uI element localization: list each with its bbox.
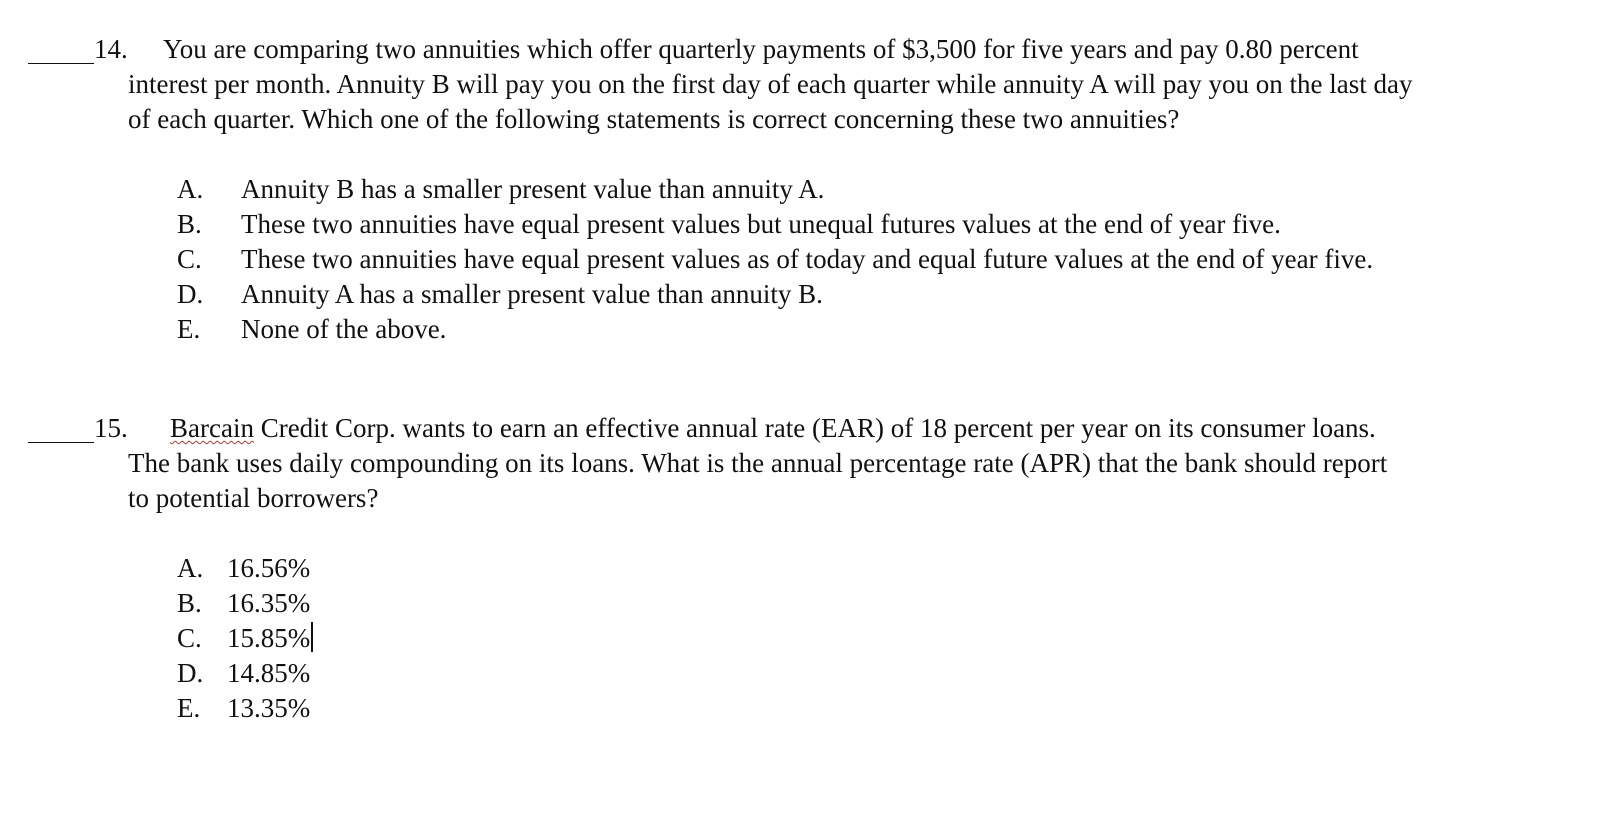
question-text-cont xyxy=(128,446,1598,516)
option-text: 16.35% xyxy=(227,588,311,618)
answer-blank-15[interactable] xyxy=(28,408,94,443)
question-line: interest per month. Annuity B will pay you on the first day of each quarter while annuity A will pay you on the last day xyxy=(128,69,1413,99)
option-text: None of the above. xyxy=(241,314,447,344)
question-text xyxy=(170,411,1598,446)
option-letter: C. xyxy=(177,244,202,274)
option-text: Annuity A has a smaller present value than annuity B. xyxy=(241,279,823,309)
option-letter: A. xyxy=(177,553,204,583)
question-line: You are comparing two annuities which offer quarterly payments of $3,500 for five years and pay 0.80 percent xyxy=(163,34,1359,64)
spellcheck-word[interactable]: Barcain xyxy=(170,413,254,443)
option-letter: B. xyxy=(177,588,202,618)
option-text-with-caret xyxy=(227,621,313,656)
question-line: The bank uses daily compounding on its loans. What is the annual percentage rate (APR) that the bank should report xyxy=(128,448,1388,478)
question-line: to potential borrowers? xyxy=(128,483,379,513)
option-text: Annuity B has a smaller present value than annuity A. xyxy=(241,174,825,204)
option-letter: E. xyxy=(177,314,201,344)
option-letter: D. xyxy=(177,279,204,309)
question-line xyxy=(170,411,1598,446)
option-text: 13.35% xyxy=(227,693,311,723)
option-letter: B. xyxy=(177,209,202,239)
option-text: 15.85% xyxy=(227,623,311,653)
option-text: 16.56% xyxy=(227,553,311,583)
option-text: These two annuities have equal present values but unequal futures values at the end of year five. xyxy=(241,209,1281,239)
question-line: of each quarter. Which one of the following statements is correct concerning these two annuities? xyxy=(128,104,1180,134)
option-text: 14.85% xyxy=(227,658,311,688)
question-line-rest: Credit Corp. wants to earn an effective annual rate (EAR) of 18 percent per year on its consumer loans. xyxy=(253,413,1376,443)
text-cursor xyxy=(311,622,313,652)
question-text-cont xyxy=(128,67,1598,137)
question-number: 14. xyxy=(94,34,128,64)
option-letter: C. xyxy=(177,623,202,653)
answer-blank-14[interactable] xyxy=(28,29,94,64)
option-text: These two annuities have equal present values as of today and equal future values at the end of year five. xyxy=(241,244,1374,274)
question-number: 15. xyxy=(94,413,128,443)
option-letter: E. xyxy=(177,693,201,723)
option-letter: A. xyxy=(177,174,204,204)
option-letter: D. xyxy=(177,658,204,688)
question-text xyxy=(163,32,1598,67)
